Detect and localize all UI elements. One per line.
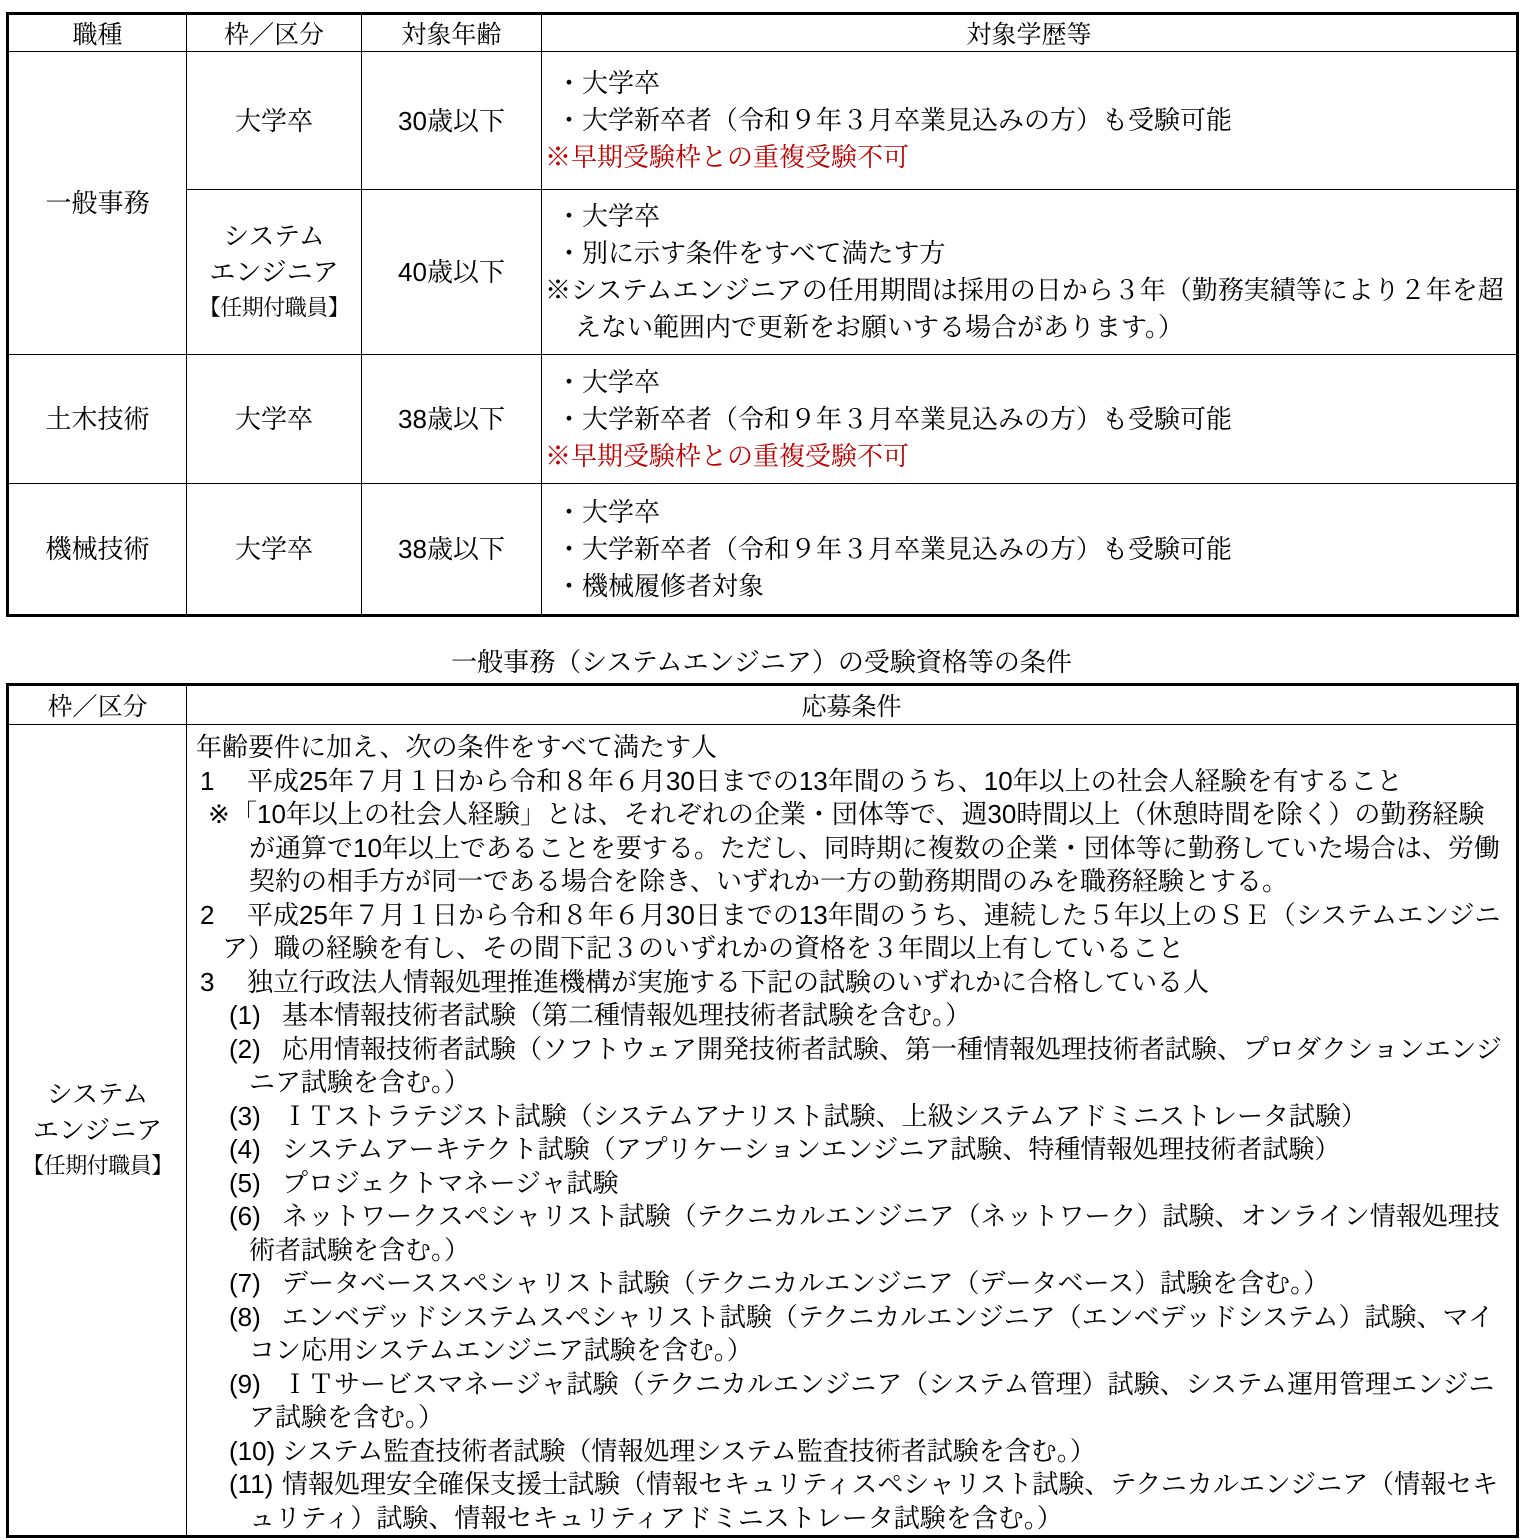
condition-marker: (9) <box>229 1368 261 1399</box>
education-details-cell <box>542 484 1518 616</box>
header-age: 対象年齢 <box>362 14 542 52</box>
category-line: システム <box>223 221 325 251</box>
condition-item: 1 平成25年７月１日から令和８年６月30日までの13年間のうち、10年以上の社会人経験を有すること <box>196 765 1506 799</box>
category-line: 大学卒 <box>234 105 313 136</box>
detail-line: ・大学新卒者（令和９年３月卒業見込みの方）も受験可能 <box>556 533 1233 564</box>
detail-line: ・大学卒 <box>556 201 661 231</box>
header-requirements: 応募条件 <box>187 685 1518 725</box>
condition-marker: (1) <box>229 1000 261 1030</box>
conditions-table-header <box>8 685 1518 725</box>
category-line: 【任期付職員】 <box>198 295 350 320</box>
condition-marker: 3 <box>200 966 215 997</box>
requirements-cell <box>187 725 1518 1537</box>
condition-item: 年齢要件に加え、次の条件をすべて満たす人 <box>196 732 718 762</box>
condition-item: (8) エンベデッドシステムスペシャリスト試験（テクニカルエンジニア（エンベデッドシステム）試験、マイコン応用システムエンジニア試験を含む。） <box>229 1301 1494 1365</box>
category-line: システム <box>46 1079 149 1109</box>
category-cell <box>187 190 362 355</box>
table-row <box>8 190 1518 355</box>
condition-item: (5) プロジェクトマネージャ試験 <box>196 1167 1506 1201</box>
condition-marker: (3) <box>229 1100 261 1131</box>
condition-item: (6) ネットワークスペシャリスト試験（テクニカルエンジニア（ネットワーク）試験、オンライン情報処理技術者試験を含む。） <box>229 1201 1500 1265</box>
header-job: 職種 <box>8 14 187 52</box>
condition-item: (9) ＩＴサービスマネージャ試験（テクニカルエンジニア（システム管理）試験、システム運用管理エンジニア試験を含む。） <box>229 1368 1495 1432</box>
category-line: 大学卒 <box>234 534 313 564</box>
conditions-table <box>6 683 1519 1538</box>
detail-line: ※早期受験枠との重複受験不可 <box>545 440 910 471</box>
eligibility-table-body <box>8 52 1518 616</box>
age-cell: 38歳以下 <box>362 355 542 484</box>
condition-item: (7) データベーススペシャリスト試験（テクニカルエンジニア（データベース）試験を含む。） <box>196 1267 1506 1301</box>
condition-marker: (2) <box>229 1033 261 1064</box>
job-cell: 一般事務 <box>8 52 187 355</box>
education-details-cell <box>542 190 1518 355</box>
table-row <box>8 484 1518 616</box>
condition-item: ※「10年以上の社会人経験」とは、それぞれの企業・団体等で、週30時間以上（休憩時間を除く）の勤務経験が通算で10年以上であることを要する。ただし、同時期に複数の企業・団体等に勤務していた場合は、労働契約の相手方が同一である場合を除き、いずれか一方の勤務期間のみを職務経験とする。 <box>208 799 1500 896</box>
condition-item: 3 独立行政法人情報処理推進機構が実施する下記の試験のいずれかに合格している人 <box>196 966 1506 1000</box>
condition-item: (1) 基本情報技術者試験（第二種情報処理技術者試験を含む。） <box>196 999 1506 1033</box>
condition-item: (2) 応用情報技術者試験（ソフトウェア開発技術者試験、第一種情報処理技術者試験、プロダクションエンジニア試験を含む。） <box>229 1033 1502 1097</box>
condition-item: (4) システムアーキテクト試験（アプリケーションエンジニア試験、特種情報処理技術者試験） <box>196 1133 1506 1167</box>
condition-marker: 2 <box>200 899 215 930</box>
detail-line: ※早期受験枠との重複受験不可 <box>545 142 910 172</box>
condition-item: (11) 情報処理安全確保支援士試験（情報セキュリティスペシャリスト試験、テクニカルエンジニア（情報セキュリティ）試験、情報セキュリティアドミニストレータ試験を含む。） <box>229 1469 1499 1533</box>
category-cell <box>187 355 362 484</box>
category-line: 大学卒 <box>234 404 313 434</box>
age-cell: 40歳以下 <box>362 190 542 355</box>
header-row <box>8 685 1518 725</box>
detail-line: ※システムエンジニアの任用期間は採用の日から３年（勤務実績等により２年を超えない範囲内で更新をお願いする場合があります。） <box>545 275 1504 342</box>
condition-marker: (11) <box>229 1469 274 1499</box>
category-cell <box>8 725 187 1537</box>
conditions-table-body <box>8 725 1518 1537</box>
eligibility-table <box>6 12 1519 617</box>
condition-marker: (4) <box>229 1134 261 1164</box>
condition-marker: (8) <box>229 1301 261 1332</box>
detail-line: ・大学卒 <box>556 68 661 98</box>
header-row <box>8 14 1518 52</box>
category-line: エンジニア <box>32 1115 163 1145</box>
age-cell: 38歳以下 <box>362 484 542 616</box>
conditions-section-title: 一般事務（システムエンジニア）の受験資格等の条件 <box>451 647 1072 677</box>
detail-line: ・機械履修者対象 <box>556 570 765 601</box>
detail-line: ・大学新卒者（令和９年３月卒業見込みの方）も受験可能 <box>556 105 1233 135</box>
header-category: 枠／区分 <box>187 14 362 52</box>
condition-item: 2 平成25年７月１日から令和８年６月30日までの13年間のうち、連続した５年以上のＳＥ（システムエンジニア）職の経験を有し、その間下記３のいずれかの資格を３年間以上有していること <box>200 899 1501 963</box>
eligibility-table-header <box>8 14 1518 52</box>
table-row <box>8 725 1518 1537</box>
education-details-cell <box>542 355 1518 484</box>
job-cell: 土木技術 <box>8 355 187 484</box>
detail-line: ・大学卒 <box>556 366 661 397</box>
condition-marker: (10) <box>229 1435 276 1466</box>
condition-marker: 1 <box>200 765 215 796</box>
education-details-cell <box>542 52 1518 190</box>
category-line: エンジニア <box>209 257 339 287</box>
condition-item: (10) システム監査技術者試験（情報処理システム監査技術者試験を含む。） <box>196 1435 1506 1469</box>
condition-marker: ※ <box>208 799 230 829</box>
category-line: 【任期付職員】 <box>22 1153 173 1178</box>
category-cell <box>187 484 362 616</box>
condition-item: (3) ＩＴストラテジスト試験（システムアナリスト試験、上級システムアドミニストレータ試験） <box>196 1100 1506 1134</box>
age-cell: 30歳以下 <box>362 52 542 190</box>
header-category: 枠／区分 <box>8 685 187 725</box>
condition-marker: (6) <box>229 1201 261 1231</box>
condition-marker: (5) <box>229 1167 261 1198</box>
job-cell: 機械技術 <box>8 484 187 616</box>
table-row <box>8 355 1518 484</box>
table-row <box>8 52 1518 190</box>
header-education: 対象学歴等 <box>542 14 1518 52</box>
category-cell <box>187 52 362 190</box>
detail-line: ・大学卒 <box>556 496 661 527</box>
detail-line: ・大学新卒者（令和９年３月卒業見込みの方）も受験可能 <box>556 403 1233 434</box>
detail-line: ・別に示す条件をすべて満たす方 <box>556 238 946 268</box>
condition-marker: (7) <box>229 1268 261 1298</box>
